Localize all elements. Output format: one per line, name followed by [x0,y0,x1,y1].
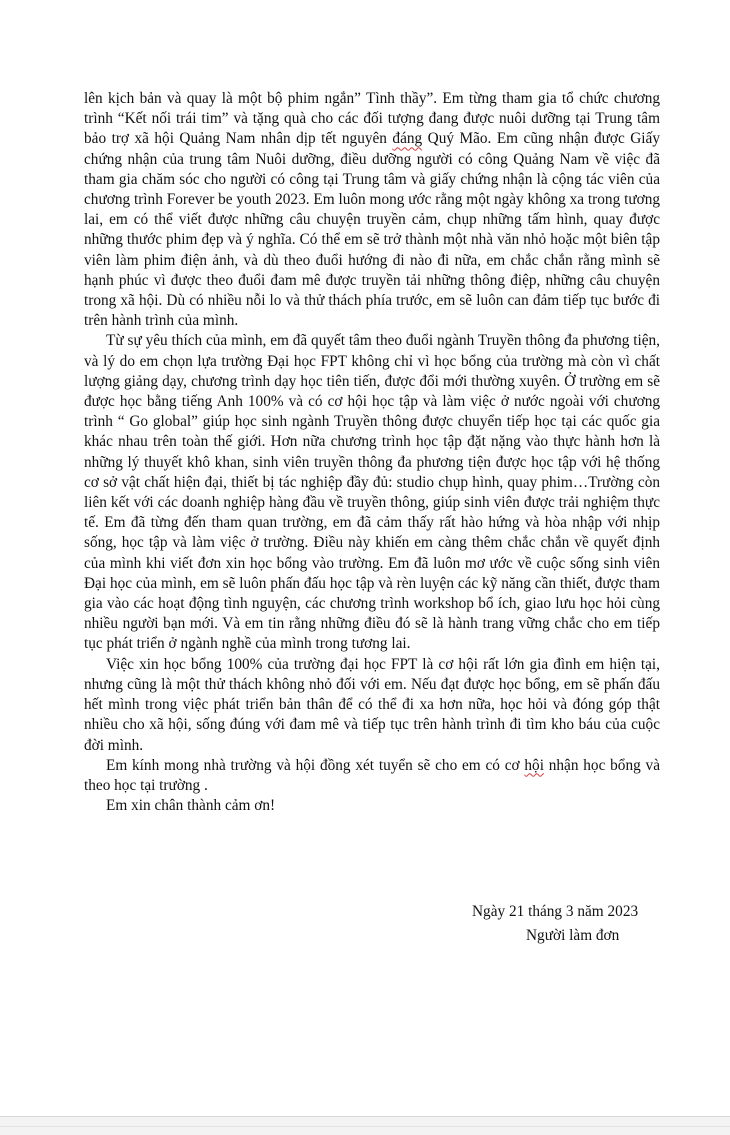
paragraph [84,756,660,796]
document-body [84,89,660,816]
paragraph [84,331,660,654]
paragraph [84,89,660,331]
paragraph [84,655,660,756]
paragraph-text: nhận học bổng và theo học tại trường . [84,756,660,794]
paragraph-text: Quý Mão. Em cũng nhận được Giấy chứng nhận của trung tâm Nuôi dưỡng, điều dưỡng người có công Quảng Nam về việc đã tham gia chăm sóc cho người có công tại Trung tâm và giấy chứng nhận là cộng tác viên của chương trình Forever be youth 2023. Em luôn mong ước rằng một ngày không xa trong tương lai, em có thể viết được những câu chuyện truyền cảm, chụp những tấm hình, quay được những thước phim đẹp và ý nghĩa. Có thể em sẽ trở thành một nhà văn nhỏ hoặc một biên tập viên làm phim điện ảnh, và dù theo đuổi hướng đi nào đi nữa, em chắc chắn rằng mình sẽ hạnh phúc vì được theo đuổi đam mê được truyền tải những thông điệp, những câu chuyện trong xã hội. Dù có nhiều nỗi lo và thử thách phía trước, em sẽ luôn can đảm tiếp tục bước đi trên hành trình của mình. [84,130,660,330]
paragraph-text: Em xin chân thành cảm ơn! [106,797,276,815]
signature-signer: Người làm đơn [526,927,620,944]
paragraph-text: lên kịch bản và quay là một bộ phim ngắn” Tình thầy”. Em từng tham gia tổ chức chương trình “Kết nối trái tim” và tặng quà cho các đối tượng đang được nuôi dưỡng tại Trung tâm bảo trợ xã hội Quảng Nam nhân dịp tết nguyên [84,90,660,148]
paragraph-text: Từ sự yêu thích của mình, em đã quyết tâm theo đuổi ngành Truyền thông đa phương tiện, và lý do em chọn lựa trường Đại học FPT không chỉ vì học bổng của trường mà còn vì chất lượng giảng dạy, chương trình dạy học tiên tiến, được đổi mới thường xuyên. Ở trường em sẽ được học bằng tiếng Anh 100% và có cơ hội học tập và làm việc ở nước ngoài với chương trình “ Go global” giúp học sinh ngành Truyền thông được chuyển tiếp học tại các quốc gia khác nhau trên toàn thế giới. Hơn nữa chương trình học tập đặt nặng vào thực hành hơn là những lý thuyết khô khan, sinh viên truyền thông đa phương tiện được học tập với hệ thống cơ sở vật chất hiện đại, thiết bị tác nghiệp đầy đủ: studio chụp hình, quay phim…Trường còn liên kết với các doanh nghiệp hàng đầu về truyền thông, giúp sinh viên được trải nghiệm thực tế. Em đã từng đến tham quan trường, em đã cảm thấy rất hào hứng và hòa nhập với nhịp sống, học tập và làm việc ở trường. Điều này khiến em càng thêm chắc chắn về quyết định của mình khi viết đơn xin học bổng vào trường. Em đã luôn mơ ước về cuộc sống sinh viên Đại học của mình, em sẽ luôn phấn đấu học tập và rèn luyện các kỹ năng cần thiết, được tham gia vào các hoạt động tình nguyện, các chương trình workshop bổ ích, giao lưu học hỏi cùng nhiều người bạn mới. Và em tin rằng những điều đó sẽ là hành trang vững chắc cho em tiếp tục phát triển ở ngành nghề của mình trong tương lai. [84,332,660,653]
spellcheck-flagged-word: đáng [392,130,423,148]
page-divider [0,1126,730,1127]
paragraph-text: Em kính mong nhà trường và hội đồng xét tuyển sẽ cho em có cơ [106,756,525,774]
spellcheck-flagged-word: hội [524,756,544,774]
paragraph [84,796,660,816]
signature-date: Ngày 21 tháng 3 năm 2023 [472,903,639,920]
paragraph-text: Việc xin học bổng 100% của trường đại học FPT là cơ hội rất lớn gia đình em hiện tại, nhưng cũng là một thử thách không nhỏ đối với em. Nếu đạt được học bổng, em sẽ phấn đấu hết mình trong việc phát triển bản thân để có thể đi xa hơn nữa, học hỏi và đóng góp thật nhiều cho xã hội, sống đúng với đam mê và tiếp tục trên hành trình đi tìm kho báu của cuộc đời mình. [84,655,660,754]
